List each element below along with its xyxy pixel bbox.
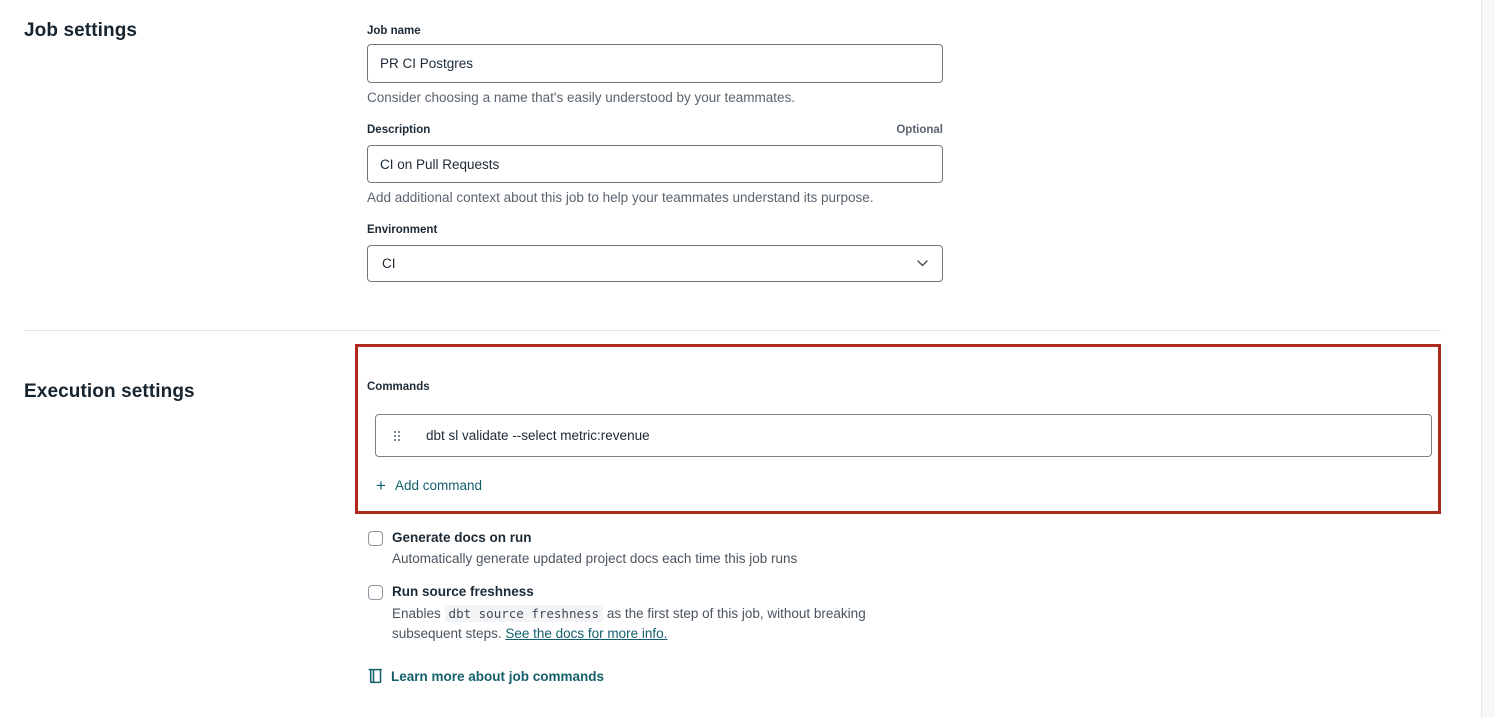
add-command-button[interactable] — [376, 477, 482, 494]
chevron-down-icon — [917, 260, 928, 267]
environment-label: Environment — [367, 224, 438, 236]
drag-handle-icon[interactable] — [394, 430, 402, 442]
optional-tag: Optional — [896, 124, 943, 136]
see-docs-link[interactable]: See the docs for more info. — [505, 626, 668, 641]
freshness-desc-suffix: as the first step of this job, without breaking subsequent steps. — [392, 606, 866, 641]
add-command-label: Add command — [394, 478, 482, 493]
generate-docs-description: Automatically generate updated project docs each time this job runs — [392, 551, 798, 566]
description-label-row — [367, 124, 943, 136]
run-source-freshness-checkbox[interactable] — [368, 585, 383, 600]
learn-more-link[interactable] — [367, 667, 604, 685]
description-label: Description — [367, 124, 431, 136]
freshness-desc-prefix: Enables — [392, 606, 445, 621]
plus-icon: + — [376, 476, 386, 495]
environment-selected-value: CI — [382, 256, 396, 271]
scrollbar-track[interactable] — [1481, 0, 1495, 717]
command-row[interactable] — [375, 414, 1432, 457]
commands-label: Commands — [367, 381, 430, 393]
execution-settings-heading: Execution settings — [24, 381, 195, 402]
job-name-input[interactable] — [367, 44, 943, 83]
environment-select[interactable] — [367, 245, 943, 282]
description-helper: Add additional context about this job to help your teammates understand its purpose. — [367, 190, 874, 205]
run-source-freshness-label[interactable]: Run source freshness — [392, 584, 534, 599]
job-name-helper: Consider choosing a name that's easily understood by your teammates. — [367, 90, 796, 105]
generate-docs-checkbox[interactable] — [368, 531, 383, 546]
book-icon — [367, 667, 383, 685]
generate-docs-label[interactable]: Generate docs on run — [392, 530, 532, 545]
job-settings-heading: Job settings — [24, 20, 138, 41]
job-name-label: Job name — [367, 25, 421, 37]
section-divider — [24, 330, 1441, 331]
command-input-value[interactable]: dbt sl validate --select metric:revenue — [426, 428, 650, 443]
learn-more-label: Learn more about job commands — [391, 668, 605, 684]
freshness-code-snippet: dbt source freshness — [445, 605, 604, 622]
description-input[interactable] — [367, 145, 943, 183]
run-source-freshness-description — [392, 604, 933, 644]
